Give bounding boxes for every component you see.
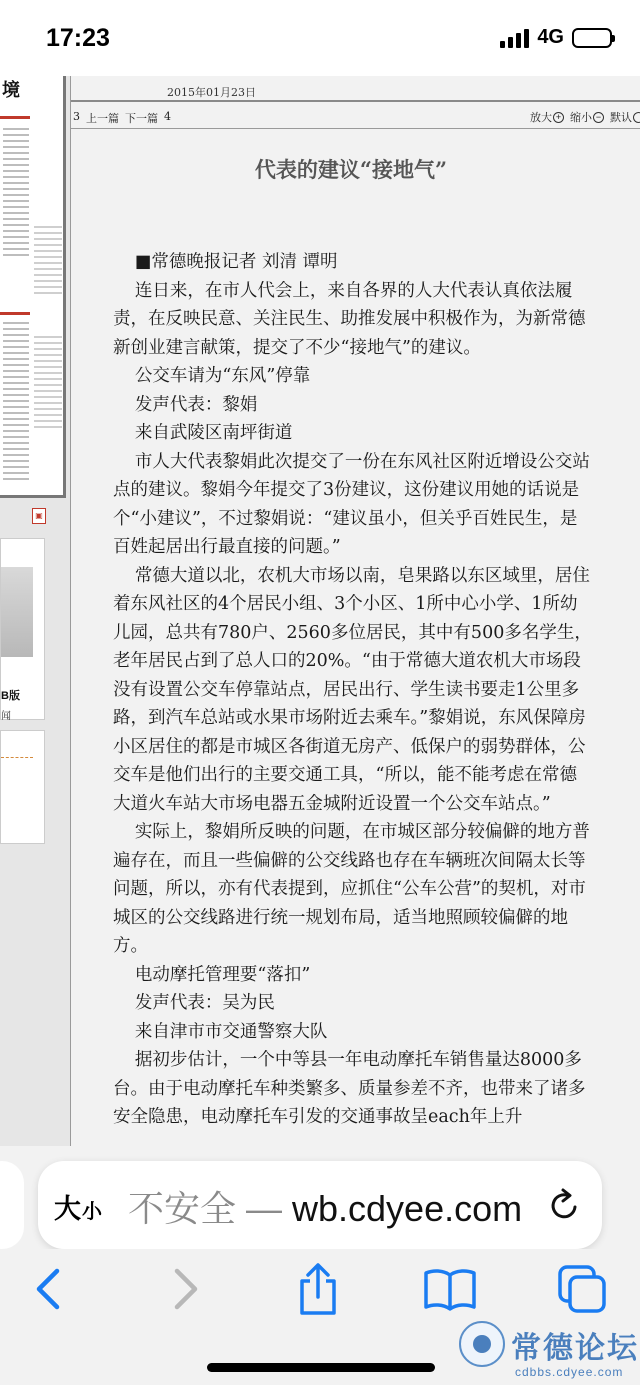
- cellular-signal-icon: [500, 28, 529, 48]
- previous-tab-peek[interactable]: [0, 1161, 24, 1249]
- minus-icon: −: [593, 112, 604, 123]
- article-paragraph: 市人大代表黎娟此次提交了一份在东风社区附近增设公交站点的建议。黎娟今年提交了3份建议，这份建议用她的话说是个“小建议”，不过黎娟说：“建议虽小，但关乎百姓民生，是百姓起居出行最直接的问题。”: [113, 451, 590, 557]
- plus-icon: +: [553, 112, 564, 123]
- page-thumbnail-sub: 闻: [1, 711, 11, 722]
- page-thumbnail-b[interactable]: [0, 538, 45, 720]
- home-indicator: [207, 1363, 435, 1372]
- network-type: 4G: [537, 26, 564, 48]
- article-paragraph: 来自武陵区南坪街道: [134, 423, 293, 443]
- prev-article-number: 3: [73, 110, 80, 123]
- page-thumbnail-next[interactable]: [0, 730, 45, 844]
- pdf-icon[interactable]: ▣: [32, 508, 46, 524]
- article-title: 代表的建议“接地气”: [254, 157, 448, 182]
- page-thumbnail-column: [0, 76, 70, 1146]
- article-paragraph: 发声代表：黎娟: [134, 394, 258, 415]
- prev-article-link[interactable]: 上一篇: [86, 112, 119, 125]
- article-body: [113, 248, 593, 1132]
- zoom-default-label: 默认: [610, 112, 632, 124]
- watermark-url: cdbbs.cdyee.com: [515, 1365, 624, 1379]
- reload-icon[interactable]: [544, 1185, 584, 1225]
- thumbnail-title: 境: [2, 80, 20, 101]
- article-paragraph: 常德大道以北，农机大市场以南，皂果路以东区域里，居住着东风社区的4个居民小组、3个小区、1所中心小学、1所幼儿园，总共有780户、2560多位居民，其中有500多名学生，老年居民占到了总人口的20%。“由于常德大道农机大市场段没有设置公交车停靠站点，居民出行、学生读书要走1公里多路，到汽车总站或水果市场附近去乘车。”黎娟说，东风保障房小区居住的都是市城区各街道无房产、低保户的弱势群体，公交车是他们出行的主要交通工具，“所以，能不能考虑在常德大道火车站大市场电器五金城附近设置一个公交车站点。”: [113, 565, 592, 814]
- article-paragraph: 来自津市市交通警察大队: [134, 1021, 328, 1042]
- zoom-in-button[interactable]: [530, 109, 564, 125]
- bookmarks-button[interactable]: [420, 1259, 480, 1319]
- url-host: wb.cdyee.com: [292, 1188, 523, 1229]
- address-bar[interactable]: [38, 1161, 602, 1249]
- not-secure-label: 不安全 —: [128, 1188, 293, 1229]
- share-button[interactable]: [288, 1259, 348, 1319]
- newspaper-page-thumbnail[interactable]: [0, 76, 66, 498]
- article-paragraph: 连日来，在市人代会上，来自各界的人大代表认真依法履责，在反映民意、关注民生、助推发展中积极作为，为新常德新创业建言献策，提交了不少“接地气”的建议。: [113, 280, 586, 358]
- forum-watermark: [455, 1321, 640, 1385]
- article-nav: [73, 110, 171, 126]
- back-button[interactable]: [18, 1259, 78, 1319]
- thumbnail-text-lines: [3, 322, 29, 484]
- article-paragraph: 电动摩托管理要“落扣”: [134, 964, 311, 985]
- thumbnail-photo: [1, 567, 33, 657]
- chevron-right-icon: [171, 1267, 201, 1311]
- thumbnail-text-lines: [34, 336, 62, 432]
- nav-divider: [71, 128, 640, 129]
- thumbnail-dashed-rule: [1, 757, 33, 758]
- battery-icon: [572, 28, 612, 48]
- zoom-default-button[interactable]: [610, 109, 640, 125]
- tabs-button[interactable]: [552, 1259, 612, 1319]
- article-paragraph: ■常德晚报记者 刘清 谭明: [134, 252, 338, 272]
- text-size-small: 小: [82, 1201, 102, 1223]
- chevron-left-icon: [33, 1267, 63, 1311]
- forum-seal-logo: [459, 1321, 505, 1367]
- publication-date: 2015年01月23日: [167, 86, 256, 99]
- book-icon: [423, 1267, 477, 1311]
- tabs-icon: [556, 1263, 608, 1315]
- browser-toolbar: [0, 1249, 640, 1385]
- article-paragraph: 公交车请为“东风”停靠: [134, 366, 311, 386]
- status-bar: [0, 0, 640, 76]
- watermark-title: 常德论坛: [511, 1331, 639, 1366]
- next-article-link[interactable]: 下一篇: [125, 112, 158, 125]
- text-size-big: 大: [54, 1194, 81, 1224]
- thumbnail-text-lines: [34, 226, 62, 298]
- status-time: 17:23: [46, 24, 110, 52]
- zoom-out-label: 缩小: [570, 112, 592, 124]
- next-article-number: 4: [164, 110, 171, 123]
- article-paragraph: 实际上，黎娟所反映的问题，在市城区部分较偏僻的地方普遍存在，而且一些偏僻的公交线路也存在车辆班次间隔太长等问题，所以，亦有代表提到，应抓住“公车公营”的契机，对市城区的公交线路进行统一规划布局，适当地照顾较偏僻的地方。: [113, 822, 590, 956]
- page-thumbnail-label: B版: [1, 690, 20, 702]
- article-paragraph: 据初步估计，一个中等县一年电动摩托车销售量达8000多台。由于电动摩托车种类繁多、质量参差不齐，也带来了诸多安全隐患，电动摩托车引发的交通事故呈each年上升: [113, 1050, 586, 1127]
- text-size-button[interactable]: [54, 1187, 102, 1226]
- zoom-in-label: 放大: [530, 112, 552, 124]
- thumbnail-red-rule: [0, 116, 30, 119]
- url-field[interactable]: [128, 1181, 558, 1229]
- forward-button[interactable]: [156, 1259, 216, 1319]
- article-panel: [70, 76, 640, 1146]
- font-size-controls: [524, 109, 640, 125]
- zoom-out-button[interactable]: [570, 109, 604, 125]
- header-divider: [71, 100, 640, 102]
- thumbnail-text-lines: [3, 128, 29, 260]
- thumbnail-red-rule: [0, 312, 30, 315]
- status-indicators: [500, 26, 612, 49]
- share-icon: [296, 1261, 340, 1317]
- circle-icon: [633, 112, 640, 123]
- article-paragraph: 发声代表：吴为民: [134, 993, 275, 1013]
